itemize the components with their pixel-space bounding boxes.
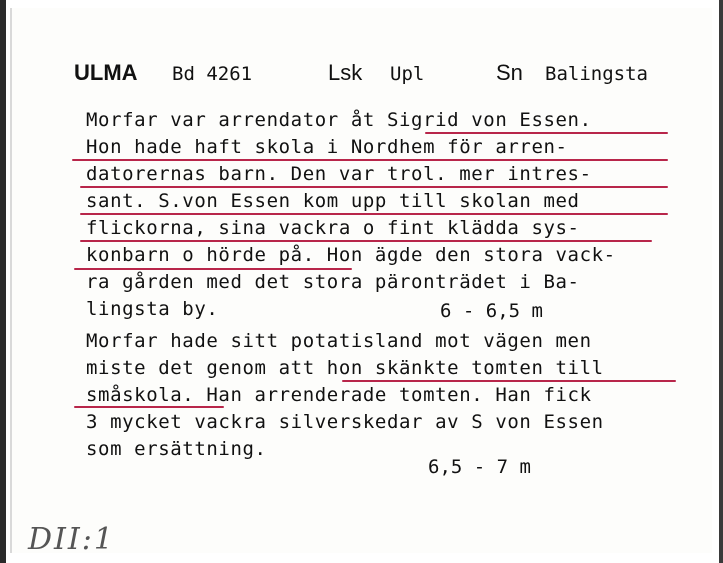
height-measure: 6,5 - 7 m: [428, 456, 531, 478]
text-line: sant. S.von Essen kom upp till skolan med: [86, 190, 580, 212]
underline: [74, 406, 224, 408]
text-line: datorernas barn. Den var trol. mer intres-: [86, 163, 592, 185]
archive-label: ULMA: [74, 60, 138, 85]
underline: [74, 268, 352, 270]
text-line: småskola. Han arrenderade tomten. Han fick: [86, 384, 592, 406]
text-line: flickorna, sina vackra o fint klädda sys-: [86, 217, 580, 239]
text-line: konbarn o hörde på. Hon ägde den stora vack-: [86, 244, 616, 266]
card-header: [0, 60, 723, 96]
socken-label: Sn: [496, 60, 523, 85]
underline: [72, 159, 668, 161]
text-line: som ersättning.: [86, 438, 267, 460]
text-line: 3 mycket vackra silverskedar av S von Essen: [86, 411, 604, 433]
landskap-label: Lsk: [328, 60, 363, 85]
underline: [80, 213, 668, 215]
landskap-value: Upl: [390, 63, 425, 85]
text-line: Morfar var arrendator åt Sigrid von Essen.: [86, 109, 592, 131]
text-line: ra gården med det stora päronträdet i Ba-: [86, 271, 580, 293]
height-measure: 6 - 6,5 m: [440, 300, 543, 322]
underline: [342, 380, 676, 382]
text-line: miste det genom att hon skänkte tomten till: [86, 357, 604, 379]
volume-number: Bd 4261: [172, 63, 253, 85]
text-line: Hon hade haft skola i Nordhem för arren-: [86, 136, 568, 158]
socken-value: Balingsta: [545, 63, 648, 85]
underline: [80, 240, 652, 242]
text-line: Morfar hade sitt potatisland mot vägen men: [86, 330, 592, 352]
underline: [80, 186, 668, 188]
text-line: lingsta by.: [86, 298, 219, 320]
underline: [425, 132, 668, 134]
handwritten-margin-mark: DII:1: [28, 522, 115, 557]
